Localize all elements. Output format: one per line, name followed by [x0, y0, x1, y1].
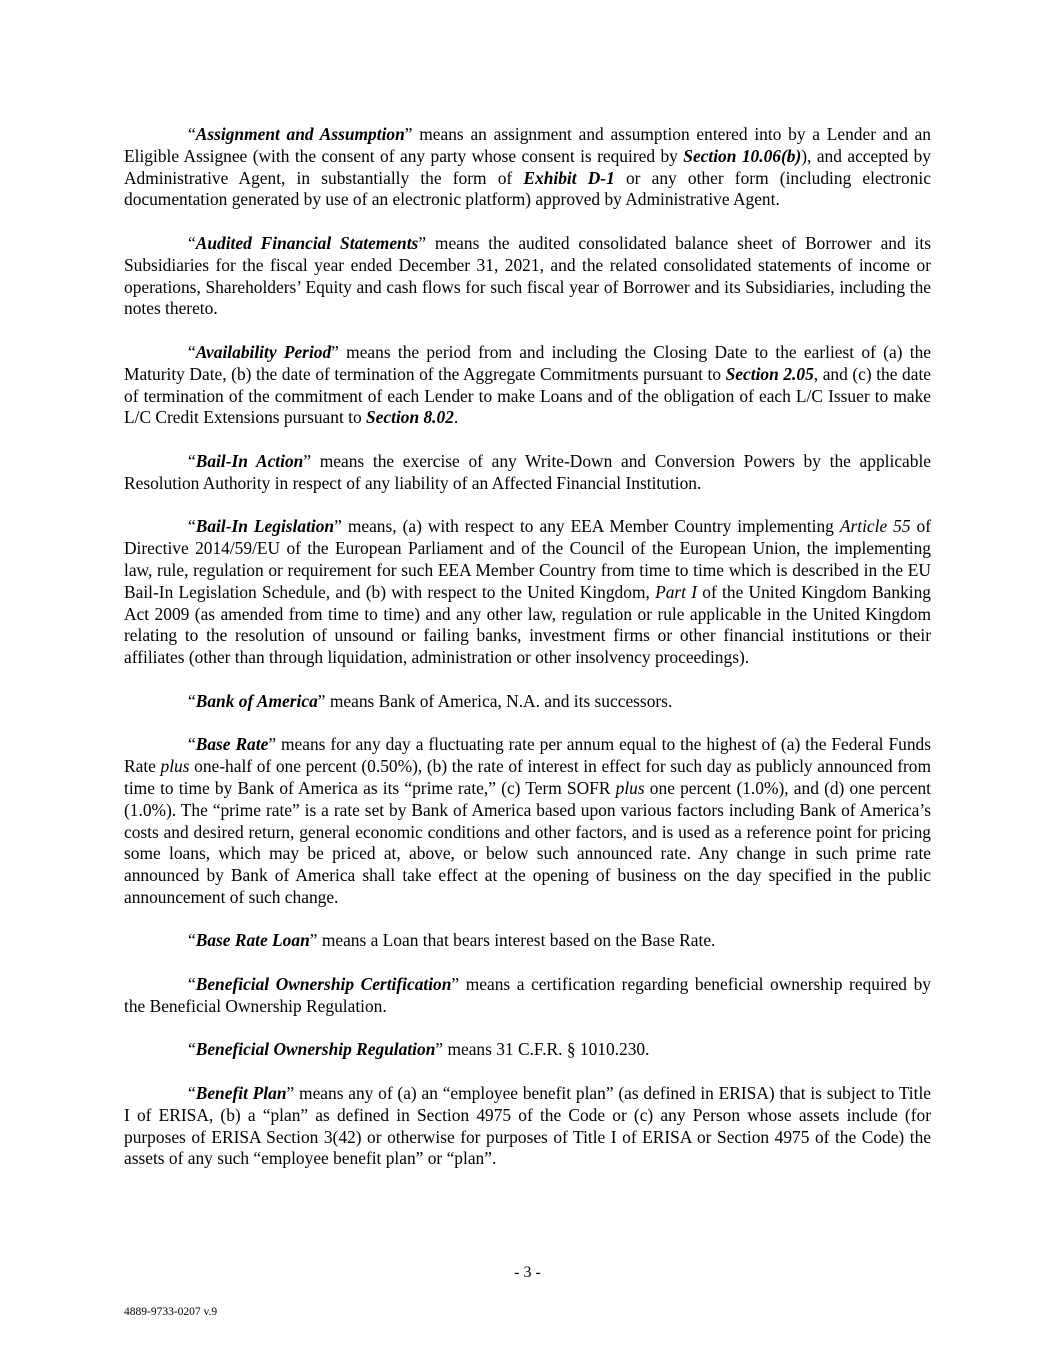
- section-reference: Section 2.05: [725, 363, 814, 384]
- section-reference: Section 8.02: [366, 407, 454, 428]
- definitions-section: [124, 124, 931, 1192]
- defined-term: Base Rate Loan: [195, 930, 310, 951]
- part-reference: Part I: [655, 581, 698, 602]
- italic-plus: plus: [160, 756, 190, 777]
- definition-bail-in-legislation: “Bail-In Legislation” means, (a) with respect to any EEA Member Country implementing Article 55 of Directive 2014/59/EU of the European Parliament and of the Council of the European Union, the implementing law, rule, regulation or requirement for such EEA Member Country from time to time which is described in the EU Bail-In Legislation Schedule, and (b) with respect to the United Kingdom, Part I of the United Kingdom Banking Act 2009 (as amended from time to time) and any other law, regulation or rule applicable in the United Kingdom relating to the resolution of unsound or failing banks, investment firms or other financial institutions or their affiliates (other than through liquidation, administration or other insolvency proceedings).: [124, 516, 932, 668]
- defined-term: Bail-In Action: [195, 450, 304, 471]
- page-number: - 3 -: [514, 1264, 541, 1281]
- definition-bail-in-action: “Bail-In Action” means the exercise of any Write-Down and Conversion Powers by the applicable Resolution Authority in respect of any liability of an Affected Financial Institution.: [124, 450, 931, 493]
- defined-term: Beneficial Ownership Regulation: [195, 1039, 436, 1060]
- defined-term: Audited Financial Statements: [195, 232, 419, 253]
- italic-plus: plus: [615, 777, 645, 798]
- defined-term: Availability Period: [195, 341, 332, 362]
- definition-bank-of-america: “Bank of America” means Bank of America, N.A. and its successors.: [188, 690, 673, 711]
- defined-term: Bail-In Legislation: [195, 516, 335, 537]
- definition-availability-period: “Availability Period” means the period from and including the Closing Date to the earliest of (a) the Maturity Date, (b) the date of termination of the Aggregate Commitments pursuant to Section 2.05, and (c) the date of termination of the commitment of each Lender to make Loans and of the obligation of each L/C Issuer to make L/C Credit Extensions pursuant to Section 8.02.: [124, 341, 931, 428]
- article-reference: Article 55: [839, 516, 911, 537]
- definition-assignment-and-assumption: “Assignment and Assumption” means an assignment and assumption entered into by a Lender and an Eligible Assignee (with the consent of any party whose consent is required by Section 10.06(b)), and accepted by Administrative Agent, in substantially the form of Exhibit D-1 or any other form (including electronic documentation generated by use of an electronic platform) approved by Administrative Agent.: [124, 124, 931, 210]
- defined-term: Base Rate: [195, 734, 269, 755]
- defined-term: Assignment and Assumption: [195, 124, 405, 144]
- section-reference: Section 10.06(b): [683, 145, 802, 166]
- defined-term: Beneficial Ownership Certification: [195, 974, 452, 995]
- definition-beneficial-ownership-regulation: “Beneficial Ownership Regulation” means 31 C.F.R. § 1010.230.: [188, 1039, 650, 1060]
- document-id: 4889-9733-0207 v.9: [124, 1306, 218, 1318]
- defined-term: Benefit Plan: [195, 1083, 287, 1104]
- definition-audited-financial-statements: “Audited Financial Statements” means the audited consolidated balance sheet of Borrower and its Subsidiaries for the fiscal year ended December 31, 2021, and the related consolidated statements of income or operations, Shareholders’ Equity and cash flows for such fiscal year of Borrower and its Subsidiaries, including the notes thereto.: [124, 232, 931, 319]
- definition-beneficial-ownership-certification: “Beneficial Ownership Certification” means a certification regarding beneficial ownership required by the Beneficial Ownership Regulation.: [124, 974, 931, 1016]
- definition-base-rate: “Base Rate” means for any day a fluctuating rate per annum equal to the highest of (a) the Federal Funds Rate plus one-half of one percent (0.50%), (b) the rate of interest in effect for such day as publicly announced from time to time by Bank of America as its “prime rate,” (c) Term SOFR plus one percent (1.0%), and (d) one percent (1.0%). The “prime rate” is a rate set by Bank of America based upon various factors including Bank of America’s costs and desired return, general economic conditions and other factors, and is used as a reference point for pricing some loans, which may be priced at, above, or below such announced rate. Any change in such prime rate announced by Bank of America shall take effect at the opening of business on the day specified in the public announcement of such change.: [124, 734, 931, 907]
- exhibit-reference: Exhibit D-1: [523, 167, 615, 188]
- defined-term: Bank of America: [195, 690, 318, 711]
- definition-benefit-plan: “Benefit Plan” means any of (a) an “employee benefit plan” (as defined in ERISA) that is subject to Title I of ERISA, (b) a “plan” as defined in Section 4975 of the Code or (c) any Person whose assets include (for purposes of ERISA Section 3(42) or otherwise for purposes of Title I of ERISA or Section 4975 of the Code) the assets of any such “employee benefit plan” or “plan”.: [124, 1083, 931, 1169]
- definition-base-rate-loan: “Base Rate Loan” means a Loan that bears interest based on the Base Rate.: [188, 930, 716, 951]
